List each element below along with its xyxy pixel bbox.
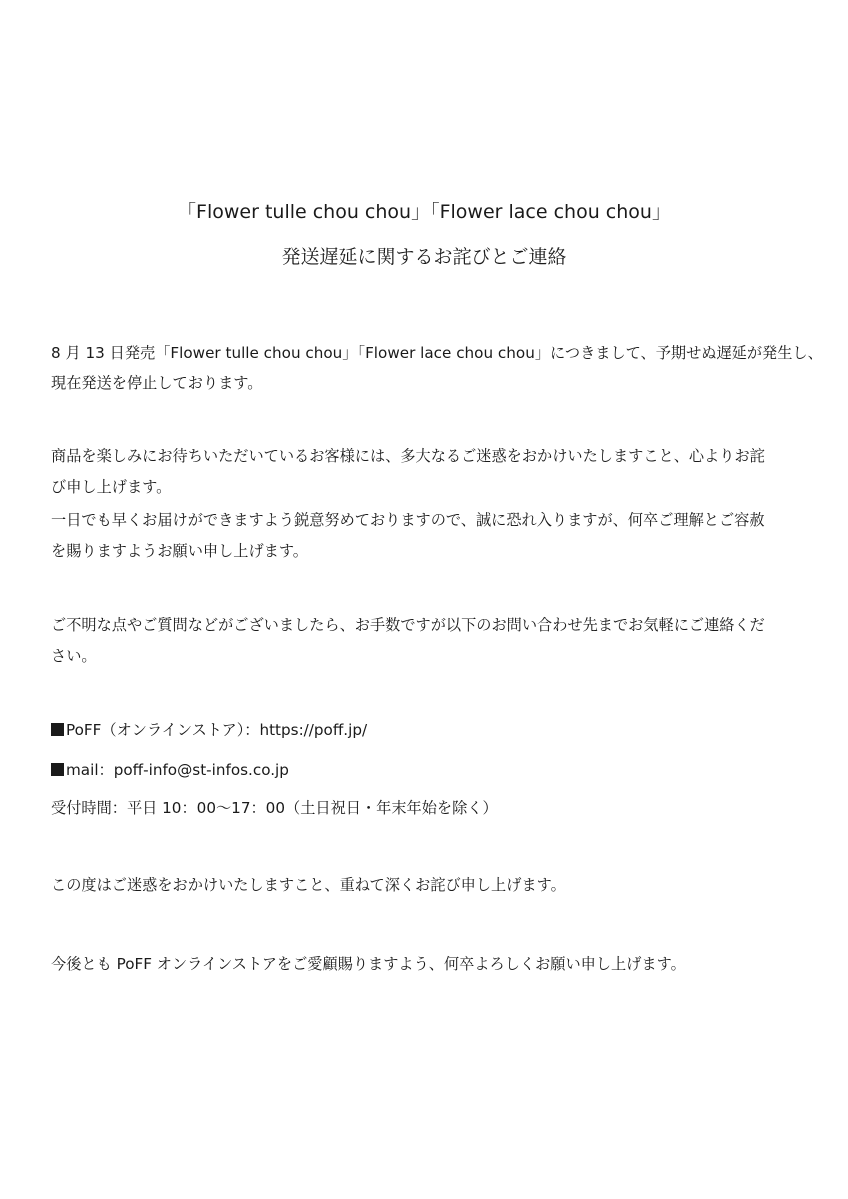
paragraph-apology-line-1: 商品を楽しみにお待ちいただいているお客様には、多大なるご迷惑をおかけいたしますこと、心よりお詫 <box>51 447 765 465</box>
contact-store <box>51 719 367 741</box>
mail-link[interactable]: mail：poff-info@st-infos.co.jp <box>66 761 289 779</box>
closing-apology: この度はご迷惑をおかけいたしますこと、重ねて深くお詫び申し上げます。 <box>51 876 566 894</box>
paragraph-delay-line-1: 8 月 13 日発売「Flower tulle chou chou」「Flower lace chou chou」につきまして、予期せぬ遅延が発生し、 <box>51 344 823 362</box>
paragraph-apology-line-2: び申し上げます。 <box>51 478 172 496</box>
store-link[interactable]: PoFF（オンラインストア）：https://poff.jp/ <box>66 721 368 739</box>
notice-title-products: 「Flower tulle chou chou」「Flower lace chou chou」 <box>177 201 671 223</box>
closing-patronage: 今後とも PoFF オンラインストアをご愛顧賜りますよう、何卒よろしくお願い申し上げます。 <box>51 955 686 973</box>
black-square-icon <box>51 763 64 776</box>
black-square-icon <box>51 723 64 736</box>
contact-mail <box>51 759 289 781</box>
paragraph-delay-line-2: 現在発送を停止しております。 <box>51 374 263 392</box>
paragraph-effort-line-1: 一日でも早くお届けができますよう鋭意努めておりますので、誠に恐れ入りますが、何卒ご理解とご容赦 <box>51 511 765 529</box>
paragraph-effort-line-2: を賜りますようお願い申し上げます。 <box>51 542 308 560</box>
notice-title-subject: 発送遅延に関するお詫びとご連絡 <box>281 246 567 268</box>
paragraph-inquiry-line-2: さい。 <box>51 647 97 665</box>
paragraph-inquiry-line-1: ご不明な点やご質問などがございましたら、お手数ですが以下のお問い合わせ先までお気軽にご連絡くだ <box>51 616 765 634</box>
contact-hours: 受付時間：平日 10：00〜17：00（土日祝日・年末年始を除く） <box>51 799 498 817</box>
